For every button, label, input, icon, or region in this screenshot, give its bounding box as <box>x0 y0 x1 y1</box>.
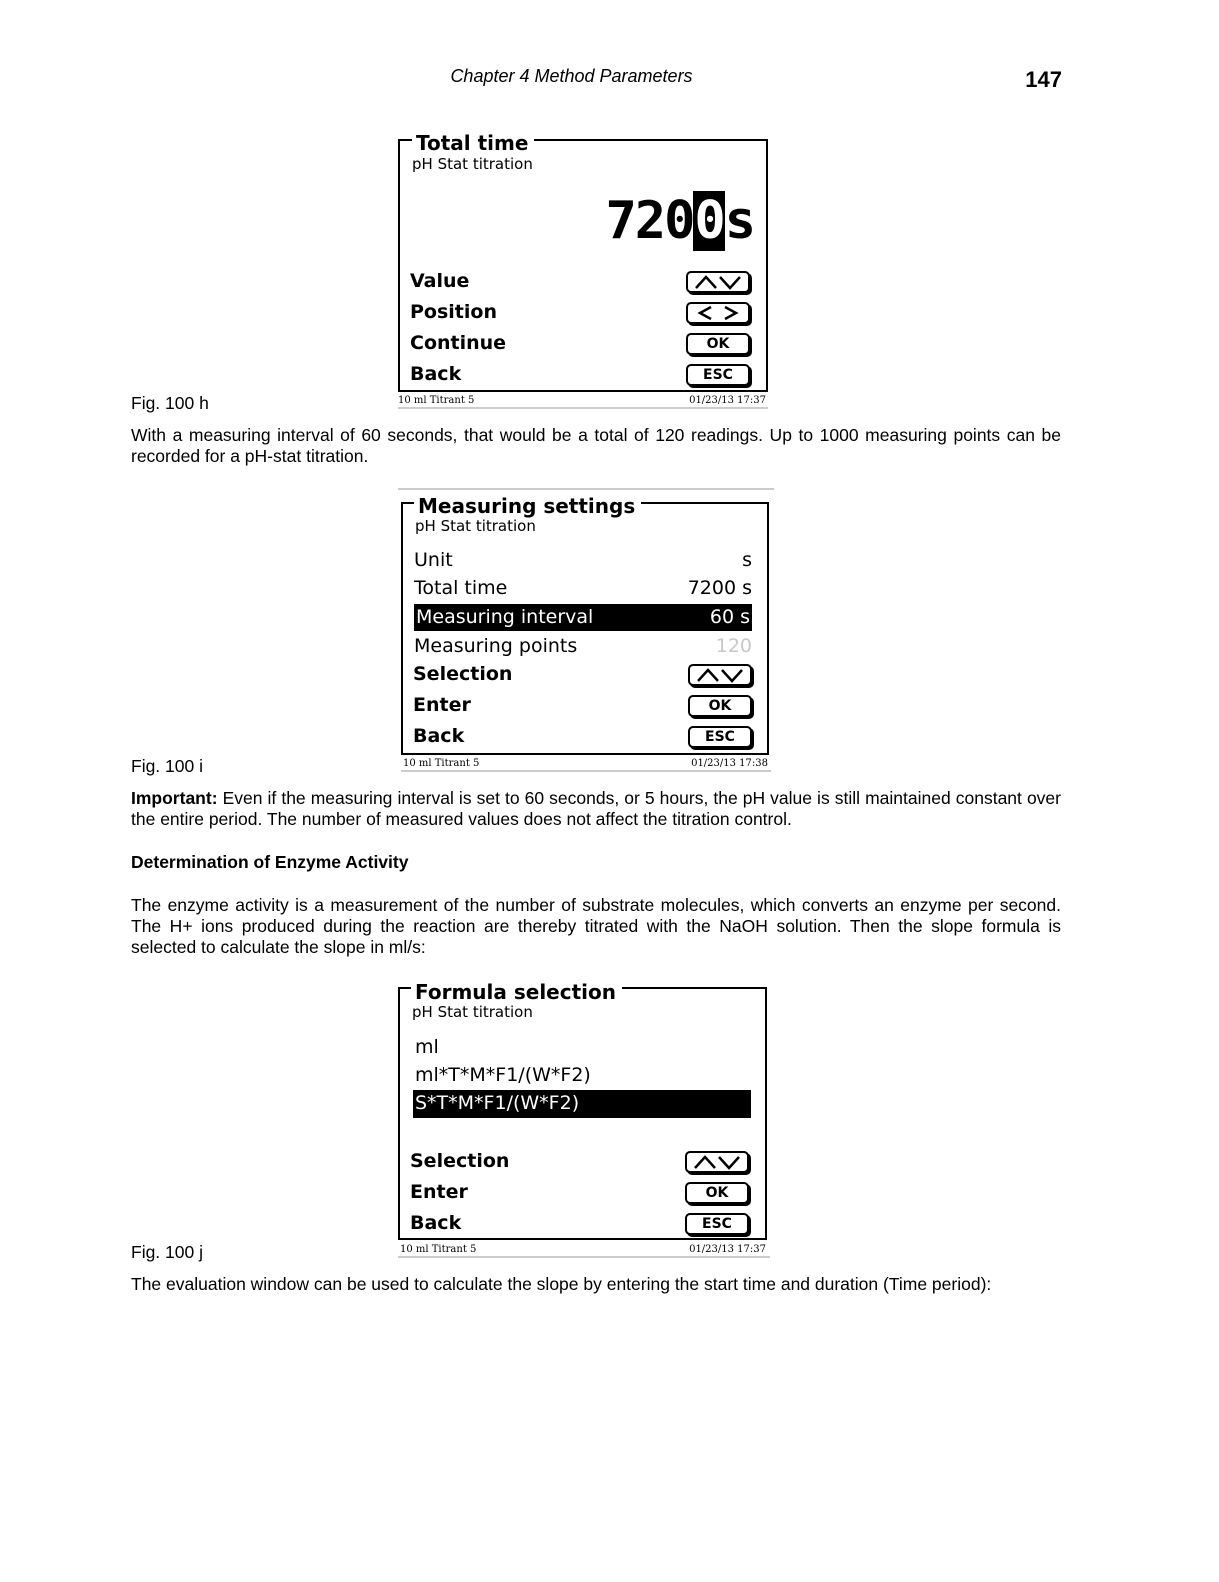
ok-button[interactable]: OK <box>686 333 750 355</box>
formula-option[interactable]: ml*T*M*F1/(W*F2) <box>415 1064 591 1086</box>
setting-value: 120 <box>715 635 752 657</box>
page-number: 147 <box>1025 67 1062 92</box>
screen-title: Measuring settings <box>414 495 641 517</box>
setting-value: 7200 s <box>687 577 752 599</box>
status-bar-left: 10 ml Titrant 5 <box>398 395 475 406</box>
screen-title: Total time <box>412 132 534 154</box>
screen-subtitle: pH Stat titration <box>412 1003 533 1021</box>
up-down-keys-button[interactable] <box>685 1151 749 1173</box>
important-paragraph <box>131 788 1061 830</box>
row-back-label: Back <box>413 725 465 747</box>
esc-button[interactable]: ESC <box>686 364 750 386</box>
status-bar-left: 10 ml Titrant 5 <box>403 758 480 769</box>
paragraph: The enzyme activity is a measurement of the number of substrate molecules, which converts an enzyme per second. The H+ ions produced during the reaction are thereby titrated with the NaOH solution. Then the slope formula is selected to calculate the slope in ml/s: <box>131 895 1061 957</box>
measuring-settings-screen <box>398 488 774 774</box>
screen-title: Formula selection <box>411 981 622 1003</box>
status-bar-right: 01/23/13 17:37 <box>689 1244 766 1255</box>
row-selection-label: Selection <box>410 1150 510 1172</box>
important-text: Even if the measuring interval is set to 60 seconds, or 5 hours, the pH value is still maintained constant over the entire period. The number of measured values does not affect the titration control. <box>131 788 1061 829</box>
value-unit: s <box>724 191 754 251</box>
row-back-label: Back <box>410 1212 462 1234</box>
total-time-screen <box>398 131 768 411</box>
total-time-value[interactable] <box>605 193 754 249</box>
top-rule <box>398 488 774 490</box>
status-underline <box>398 1256 770 1258</box>
paragraph: With a measuring interval of 60 seconds, that would be a total of 120 readings. Up to 1000 measuring points can be recorded for a pH-stat titration. <box>131 425 1061 466</box>
row-selection-label: Selection <box>413 663 513 685</box>
up-down-keys-button[interactable] <box>686 271 750 293</box>
paragraph: The evaluation window can be used to calculate the slope by entering the start time and duration (Time period): <box>131 1274 992 1294</box>
ok-button[interactable]: OK <box>685 1182 749 1204</box>
setting-value: 60 s <box>709 606 750 628</box>
up-down-arrows-icon <box>693 274 743 290</box>
formula-selection-screen <box>398 980 770 1260</box>
row-continue-label: Continue <box>410 332 507 354</box>
status-underline <box>401 770 771 772</box>
setting-name: Measuring points <box>414 635 578 657</box>
row-back-label: Back <box>410 363 462 385</box>
status-bar-left: 10 ml Titrant 5 <box>400 1244 477 1255</box>
formula-option[interactable]: ml <box>415 1036 439 1058</box>
formula-option-selected[interactable]: S*T*M*F1/(W*F2) <box>413 1090 751 1118</box>
value-digits: 720 <box>605 191 694 251</box>
row-enter-label: Enter <box>413 694 471 716</box>
up-down-keys-button[interactable] <box>688 664 752 686</box>
section-heading: Determination of Enzyme Activity <box>131 852 409 872</box>
chapter-title: Chapter 4 Method Parameters <box>450 66 693 86</box>
left-right-keys-button[interactable] <box>686 302 750 324</box>
important-label: Important: <box>131 788 218 808</box>
setting-row-measuring-interval[interactable] <box>414 604 752 631</box>
setting-name: Unit <box>414 549 453 571</box>
row-enter-label: Enter <box>410 1181 468 1203</box>
esc-button[interactable]: ESC <box>688 726 752 748</box>
status-bar-right: 01/23/13 17:37 <box>689 395 766 406</box>
setting-value: s <box>742 549 752 571</box>
up-down-arrows-icon <box>692 1154 742 1170</box>
setting-name: Measuring interval <box>416 606 594 628</box>
setting-name: Total time <box>414 577 508 599</box>
status-underline <box>398 407 768 409</box>
value-cursor-digit[interactable]: 0 <box>694 191 724 251</box>
setting-row-measuring-points <box>414 633 752 659</box>
figure-label: Fig. 100 i <box>131 756 203 776</box>
setting-row-unit[interactable] <box>414 547 752 573</box>
up-down-arrows-icon <box>695 667 745 683</box>
figure-label: Fig. 100 j <box>131 1242 203 1262</box>
status-bar-right: 01/23/13 17:38 <box>691 758 768 769</box>
esc-button[interactable]: ESC <box>685 1213 749 1235</box>
left-right-arrows-icon <box>693 305 743 321</box>
screen-subtitle: pH Stat titration <box>415 517 536 535</box>
ok-button[interactable]: OK <box>688 695 752 717</box>
row-position-label: Position <box>410 301 497 323</box>
screen-subtitle: pH Stat titration <box>412 155 533 173</box>
setting-row-total-time[interactable] <box>414 575 752 601</box>
figure-label: Fig. 100 h <box>131 393 209 413</box>
row-value-label: Value <box>410 270 470 292</box>
